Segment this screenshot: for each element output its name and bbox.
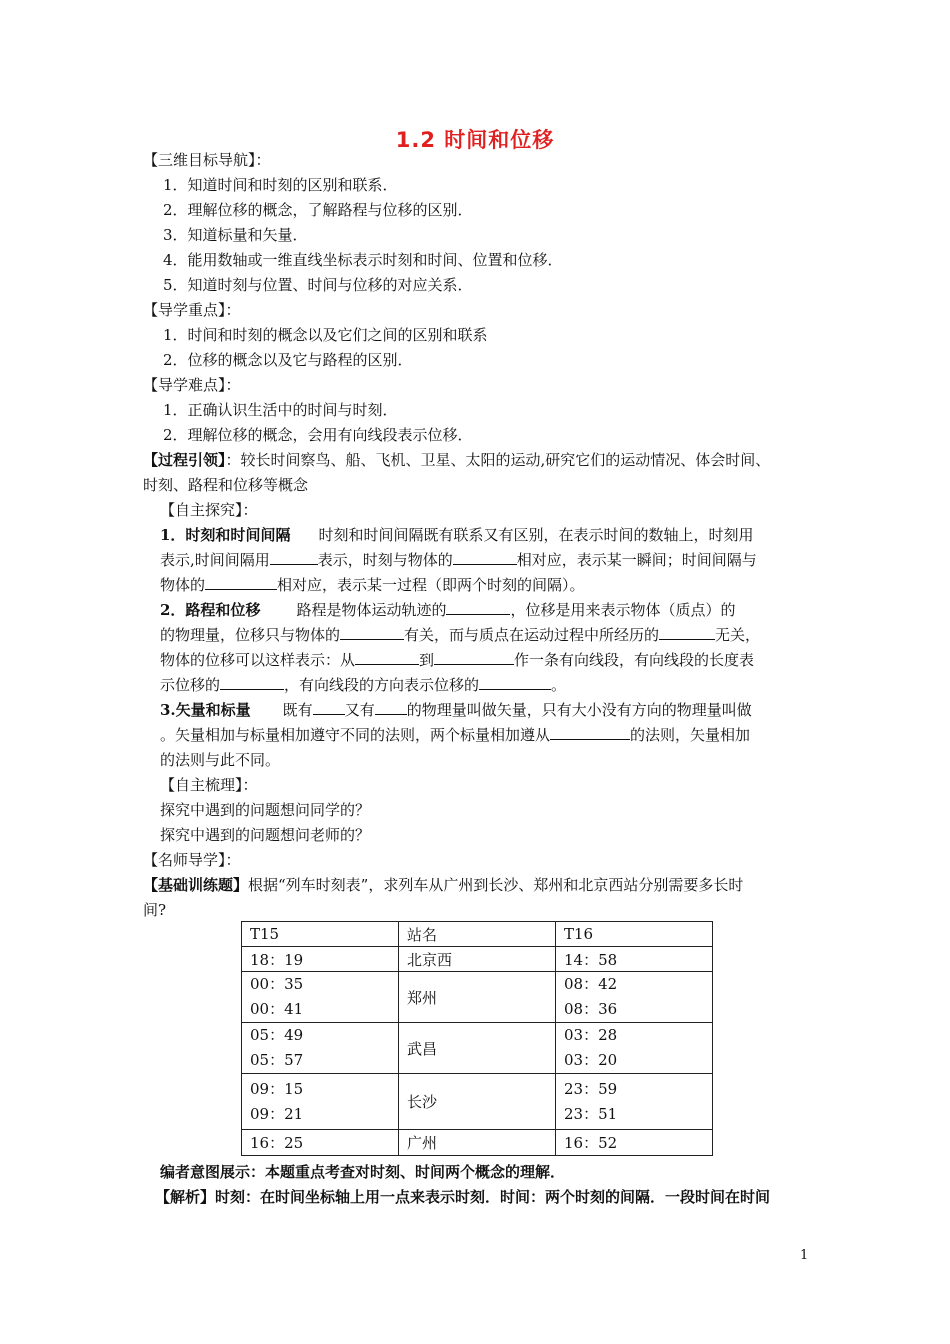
difficulty-item: 1．正确认识生活中的时间与时刻． (163, 401, 398, 419)
table-row (242, 947, 713, 972)
station-name: 广州 (399, 1130, 556, 1156)
fill-blank[interactable] (375, 698, 407, 715)
section2-line3: 物体的位移可以这样表示：从 到 作一条有向线段，有向线段的长度表 (160, 648, 754, 672)
fill-blank[interactable] (659, 623, 715, 640)
teacher-header: 【名师导学】： (143, 851, 241, 869)
fill-blank[interactable] (453, 548, 517, 565)
exercise-label: 【基础训练题】 (143, 876, 249, 894)
process-label: 【过程引领】 (143, 451, 226, 469)
intent-text: 编者意图展示：本题重点考查对时刻、时间两个概念的理解． (160, 1163, 566, 1181)
focus-item: 2．位移的概念以及它与路程的区别． (163, 351, 413, 369)
goal-item: 1．知道时间和时刻的区别和联系． (163, 176, 398, 194)
section3-line1: 3.矢量和标量 既有 又有 的物理量叫做矢量，只有大小没有方向的物理量叫做 (160, 698, 752, 722)
goal-item: 5．知道时刻与位置、时间与位移的对应关系． (163, 276, 473, 294)
t15-times: 09：15 09：21 (242, 1074, 399, 1130)
section2-title: 2．路程和位移 (160, 601, 261, 619)
table-row (242, 972, 713, 1023)
column-header: 站名 (399, 922, 556, 947)
difficulty-header: 【导学难点】： (143, 376, 241, 394)
process-text: ：较长时间察鸟、船、飞机、卫星、太阳的运动,研究它们的运动情况、体会时间、 (225, 451, 771, 469)
section3-title: 3.矢量和标量 (160, 701, 251, 719)
section1-title: 1．时刻和时间间隔 (160, 526, 291, 544)
fill-blank[interactable] (313, 698, 345, 715)
table-row (242, 1130, 713, 1156)
section3-line2: 。矢量相加与标量相加遵守不同的法则，两个标量相加遵从 的法则，矢量相加 (160, 723, 750, 747)
station-name: 长沙 (399, 1074, 556, 1130)
section3-line3: 的法则与此不同。 (160, 751, 281, 769)
fill-blank[interactable] (479, 673, 551, 690)
station-name: 北京西 (399, 947, 556, 972)
analysis-line (155, 1185, 770, 1209)
t16-time: 16：52 (556, 1130, 713, 1156)
analysis-text: 时刻：在时间坐标轴上用一点来表示时刻．时间：两个时刻的间隔．一段时间在时间 (215, 1188, 771, 1206)
t16-time: 14：58 (556, 947, 713, 972)
review-question: 探究中遇到的问题想问老师的？ (160, 826, 371, 844)
focus-header: 【导学重点】： (143, 301, 241, 319)
column-header: T15 (242, 922, 399, 947)
goal-item: 4．能用数轴或一维直线坐标表示时刻和时间、位置和位移． (163, 251, 563, 269)
goal-item: 2．理解位移的概念，了解路程与位移的区别． (163, 201, 473, 219)
table-row (242, 1023, 713, 1074)
page-title: 1.2 时间和位移 (395, 128, 555, 152)
focus-item: 1．时间和时刻的概念以及它们之间的区别和联系 (163, 326, 488, 344)
section2-line4: 示位移的 ，有向线段的方向表示位移的 。 (160, 673, 566, 697)
difficulty-item: 2．理解位移的概念，会用有向线段表示位移． (163, 426, 473, 444)
exercise-line: 【基础训练题】根据“列车时刻表”，求列车从广州到长沙、郑州和北京西站分别需要多长时 (143, 876, 744, 894)
exercise-text-cont: 间? (143, 901, 167, 919)
t15-times: 05：49 05：57 (242, 1023, 399, 1074)
t16-times: 03：28 03：20 (556, 1023, 713, 1074)
fill-blank[interactable] (220, 673, 284, 690)
explore-header: 【自主探究】： (160, 501, 258, 519)
fill-blank[interactable] (270, 548, 318, 565)
t16-times: 08：42 08：36 (556, 972, 713, 1023)
review-header: 【自主梳理】： (160, 776, 258, 794)
station-name: 郑州 (399, 972, 556, 1023)
section1-line2: 表示,时间间隔用 表示，时刻与物体的 相对应，表示某一瞬间；时间间隔与 (160, 548, 757, 572)
t15-time: 18：19 (242, 947, 399, 972)
train-timetable (241, 921, 713, 1156)
section1-line1: 1．时刻和时间间隔 时刻和时间间隔既有联系又有区别，在表示时间的数轴上，时刻用 (160, 526, 754, 544)
t15-time: 16：25 (242, 1130, 399, 1156)
fill-blank[interactable] (355, 648, 419, 665)
goal-item: 3．知道标量和矢量． (163, 226, 308, 244)
process-text-cont: 时刻、路程和位移等概念 (143, 476, 309, 494)
analysis-label: 【解析】 (155, 1188, 216, 1206)
page-number: 1 (800, 1248, 809, 1263)
fill-blank[interactable] (340, 623, 404, 640)
fill-blank[interactable] (550, 723, 630, 740)
station-name: 武昌 (399, 1023, 556, 1074)
fill-blank[interactable] (205, 573, 277, 590)
t16-times: 23：59 23：51 (556, 1074, 713, 1130)
table-header-row (242, 922, 713, 947)
section2-line2: 的物理量，位移只与物体的 有关，而与质点在运动过程中所经历的 无关， (160, 623, 760, 647)
goals-header: 【三维目标导航】： (143, 151, 271, 169)
column-header: T16 (556, 922, 713, 947)
review-question: 探究中遇到的问题想问同学的？ (160, 801, 371, 819)
fill-blank[interactable] (434, 648, 514, 665)
table-row (242, 1074, 713, 1130)
fill-blank[interactable] (446, 598, 510, 615)
section2-line1: 2．路程和位移 路程是物体运动轨迹的 ，位移是用来表示物体（质点）的 (160, 598, 735, 622)
section1-line3: 物体的 相对应，表示某一过程（即两个时刻的间隔）。 (160, 573, 585, 597)
process-line (143, 448, 770, 472)
t15-times: 00：35 00：41 (242, 972, 399, 1023)
